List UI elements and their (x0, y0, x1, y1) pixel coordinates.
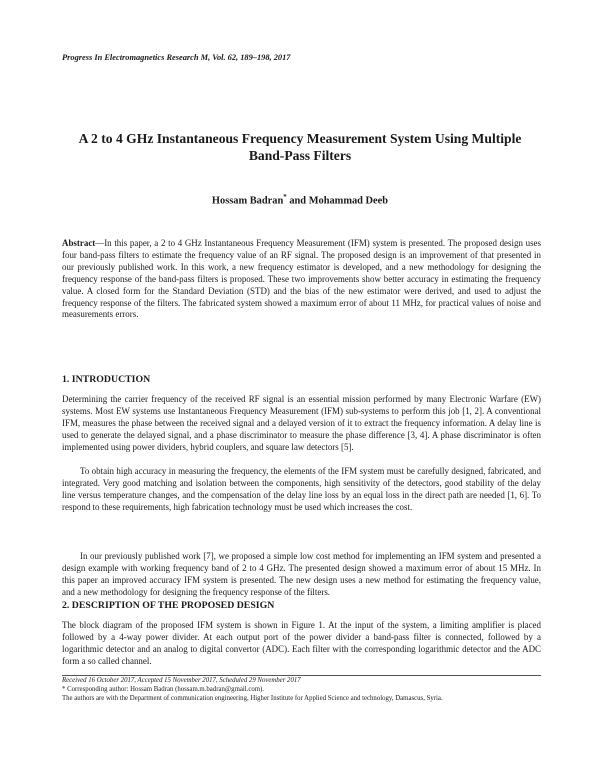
corresponding-mark: * (283, 193, 287, 201)
paper-title: A 2 to 4 GHz Instantaneous Frequency Measurement System Using Multiple Band-Pass Filters (78, 131, 522, 163)
abstract (62, 238, 541, 321)
author-2: Mohammad Deeb (308, 195, 389, 207)
footnote-affiliation: The authors are with the Department of communication engineering, Higher Institute for Applied Science and technology, Damascus, Syria. (62, 695, 443, 702)
intro-paragraph-3: In our previously published work [7], we proposed a simple low cost method for implementing an IFM system and presented a design example with working frequency band of 2 to 4 GHz. The presented design showed a maximum error of about 15 MHz. In this paper an improved accuracy IFM system is presented. The new design uses a new method for estimating the frequency value, and a new methodology for designing the frequency response of the filters. (62, 551, 541, 597)
abstract-label: Abstract (62, 238, 96, 248)
design-paragraph-1: The block diagram of the proposed IFM system is shown in Figure 1. At the input of the system, a limiting amplifier is placed followed by a 4-way power divider. At each output port of the power divider a band-pass filter is connected, followed by a logarithmic detector and an analog to digital convertor (ADC). Each filter with the corresponding logarithmic detector and the ADC form a so called channel. (62, 620, 541, 666)
section-heading-introduction: 1. INTRODUCTION (62, 374, 151, 385)
author-1: Hossam Badran (211, 195, 284, 207)
footnote-rule (62, 675, 541, 676)
footnote-corresponding: * Corresponding author: Hossam Badran (hossam.m.badran@gmail.com). (62, 686, 265, 693)
abstract-text: —In this paper, a 2 to 4 GHz Instantaneous Frequency Measurement (IFM) system is presented. The proposed design uses four band-pass filters to estimate the frequency value of an RF signal. The proposed design is an improvement of that presented in our previously published work. In this work, a new frequency estimator is developed, and a new methodology for designing the frequency response of the band-pass filters is proposed. These two improvements show better accuracy in estimating the frequency value. A closed form for the Standard Deviation (STD) and the bias of the new estimator were derived, and used to adjust the frequency response of the filters. The fabricated system showed a maximum error of about 11 MHz, for practical values of noise and measurements errors. (62, 238, 541, 320)
intro-paragraph-1: Determining the carrier frequency of the received RF signal is an essential mission performed by many Electronic Warfare (EW) systems. Most EW systems use Instantaneous Frequency Measurement (IFM) sub-systems to perform this job [1, 2]. A conventional IFM, measures the phase between the received signal and a delayed version of it to extract the frequency information. A delay line is used to generate the delayed signal, and a phase discriminator to measure the phase difference [3, 4]. A phase discriminator is often implemented using power dividers, hybrid couplers, and square law detectors [5]. (62, 394, 541, 452)
intro-paragraph-2: To obtain high accuracy in measuring the frequency, the elements of the IFM system must be carefully designed, fabricated, and integrated. Very good matching and isolation between the components, high sensitivity of the detectors, good stability of the delay line versus temperature changes, and the compensation of the delay line loss by an equal loss in the direct path are needed [1, 6]. To respond to these requirements, high fabrication technology must be used which increases the cost. (62, 466, 541, 512)
journal-header: Progress In Electromagnetics Research M, Vol. 62, 189–198, 2017 (62, 53, 291, 62)
author-separator: and (286, 195, 309, 207)
footnote-received: Received 16 October 2017, Accepted 15 November 2017, Scheduled 29 November 2017 (62, 677, 301, 684)
section-heading-design: 2. DESCRIPTION OF THE PROPOSED DESIGN (62, 600, 275, 611)
author-line (60, 193, 540, 206)
